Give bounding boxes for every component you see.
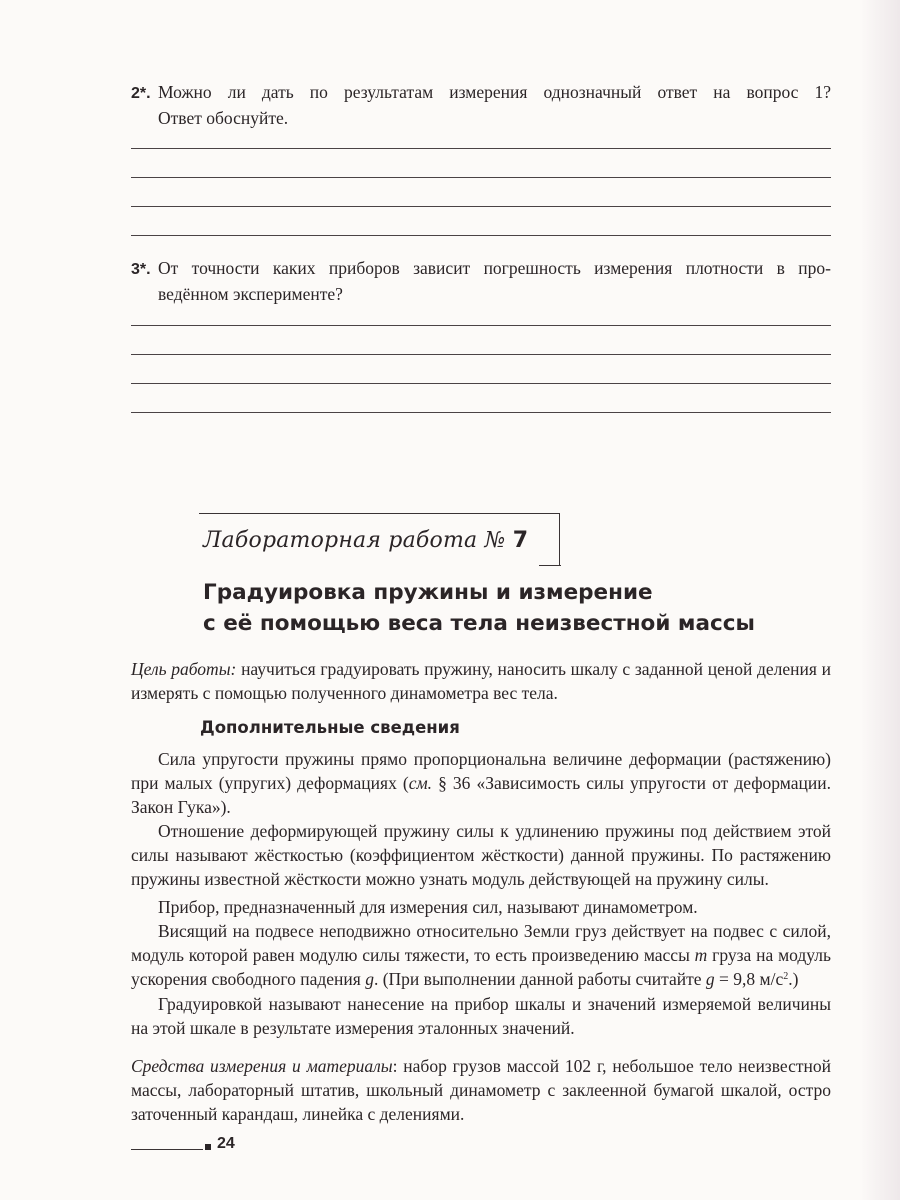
goal-label: Цель работы:: [131, 659, 237, 679]
question-3-line2: ведённом эксперименте?: [158, 284, 343, 304]
question-number: 2*.: [131, 85, 151, 102]
question-number: 3*.: [131, 261, 151, 278]
question-2: [131, 80, 831, 130]
question-3: [131, 256, 831, 306]
question-2-line2: Ответ обоснуйте.: [158, 108, 289, 128]
paragraph-2: Отношение деформирующей пружину силы к удлинению пружины под действием этой силы называют жёсткостью (коэффициентом жёсткости) данной пружины. По растяжению пружины известной жёсткости можно узнать модуль действующей на пружину силы.: [131, 821, 831, 890]
materials-paragraph: Средства измерения и материалы: набор грузов массой 102 г, небольшое тело неизвестной массы, лабораторный штатив, школьный динамометр с заклеенной бумагой шкалой, остро заточенный карандаш, линейка с делениями.: [131, 1056, 831, 1125]
answer-line[interactable]: [131, 383, 831, 384]
answer-line[interactable]: [131, 206, 831, 207]
lab-number: 7: [512, 528, 529, 553]
page-footer: [131, 1135, 331, 1155]
answer-line[interactable]: [131, 412, 831, 413]
footer-rule: [131, 1149, 203, 1150]
page-edge-shadow: [860, 0, 900, 1200]
question-2-line1: 2*. Можно ли дать по результатам измерения однозначный ответ на вопрос 1?: [131, 80, 831, 106]
footer-square-icon: [205, 1144, 211, 1150]
paragraph-5: Градуировкой называют нанесение на прибор шкалы и значений измеряемой величины на этой шкале в результате измерения эталонных значений.: [131, 994, 831, 1039]
question-3-line1: 3*. От точности каких приборов зависит погрешность измерения плотности в про-: [131, 256, 831, 282]
goal-paragraph: Цель работы: научиться градуировать пружину, наносить шкалу с заданной ценой деления и измерять с помощью полученного динамометра вес тела.: [131, 659, 832, 704]
paragraph-1: Сила упругости пружины прямо пропорциональна величине деформации (растяжению) при малых (упругих) деформациях (см. § 36 «Зависимость силы упругости от деформации. Закон Гука»).: [131, 749, 831, 818]
lab-heading: Градуировка пружины и измерение с её помощью веса тела неизвестной массы: [203, 580, 755, 636]
answer-line[interactable]: [131, 177, 831, 178]
answer-line[interactable]: [131, 325, 831, 326]
answer-line[interactable]: [131, 354, 831, 355]
answer-line[interactable]: [131, 235, 831, 236]
section-title: Дополнительные сведения: [200, 718, 460, 737]
answer-line[interactable]: [131, 148, 831, 149]
page-number: 24: [217, 1135, 235, 1152]
materials-label: Средства измерения и материалы: [131, 1056, 393, 1076]
paragraph-4: Висящий на подвесе неподвижно относительно Земли груз действует на подвес с силой, модуль которой равен модулю силы тяжести, то есть произведению массы m груза на модуль ускорения свободного падения g. (При выполнении данной работы считайте g = 9,8 $м/с^2$.): [131, 921, 831, 990]
paragraph-3: Прибор, предназначенный для измерения сил, называют динамометром.: [158, 897, 698, 917]
lab-title: Лабораторная работа № 7: [203, 528, 529, 553]
